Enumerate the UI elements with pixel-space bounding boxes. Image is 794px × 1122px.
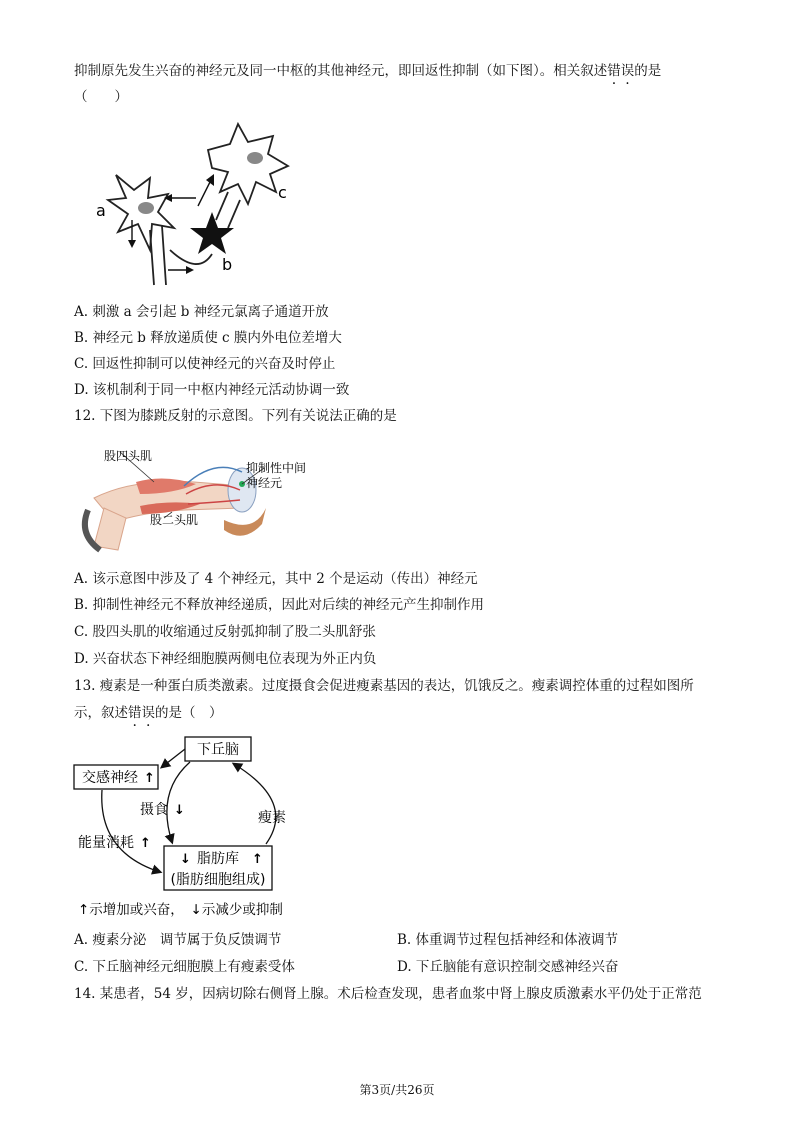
up-arrow-energy: ↑ bbox=[140, 836, 151, 851]
up-arrow-fat: ↑ bbox=[252, 852, 263, 867]
label-b: b bbox=[222, 255, 233, 274]
text-leptin: 瘦素 bbox=[258, 810, 286, 826]
neuron-c bbox=[208, 124, 288, 204]
q13-option-c: C. 下丘脑神经元细胞膜上有瘦素受体 bbox=[74, 959, 295, 975]
q12-stem: 12. 下图为膝跳反射的示意图。下列有关说法正确的是 bbox=[74, 408, 397, 424]
q13-option-b: B. 体重调节过程包括神经和体液调节 bbox=[397, 932, 619, 948]
q11-stem-line2: （ ） bbox=[74, 89, 128, 105]
q11-option-c: C. 回返性抑制可以使神经元的兴奋及时停止 bbox=[74, 356, 336, 372]
q12-option-b: B. 抑制性神经元不释放神经递质，因此对后续的神经元产生抑制作用 bbox=[74, 597, 485, 613]
neuron-c-nucleus bbox=[247, 152, 263, 164]
q13-stem-line2: 示，叙述错误的是（ ） bbox=[74, 705, 223, 721]
neuron-recurrent-inhibition-figure bbox=[88, 120, 308, 290]
text-sympathetic: 交感神经 bbox=[82, 770, 138, 786]
arrow-hypo-to-fat-feeding bbox=[167, 762, 190, 842]
q11-stem-line1: 抑制原先发生兴奋的神经元及同一中枢的其他神经元，即回返性抑制（如下图）。相关叙述错误的是 bbox=[74, 63, 662, 79]
neuron-c-axon bbox=[216, 192, 240, 228]
down-arrow-feeding: ↓ bbox=[174, 803, 185, 818]
q13-option-d: D. 下丘脑能有意识控制交感神经兴奋 bbox=[397, 959, 619, 975]
q13-stem-line1: 13. 瘦素是一种蛋白质类激素。过度摄食会促进瘦素基因的表达，饥饿反之。瘦素调控体重的过程如图所 bbox=[74, 678, 694, 694]
text-fat-cells: (脂肪细胞组成) bbox=[170, 872, 266, 888]
neuron-a-axon bbox=[150, 226, 166, 285]
q12-option-d: D. 兴奋状态下神经细胞膜两侧电位表现为外正内负 bbox=[74, 651, 377, 667]
leptin-regulation-diagram bbox=[72, 732, 312, 922]
knee-jerk-reflex-figure bbox=[74, 438, 314, 554]
arrow-b-to-c-head bbox=[206, 174, 214, 186]
text-hypothalamus: 下丘脑 bbox=[197, 742, 239, 758]
page-footer: 第3页/共26页 bbox=[359, 1083, 435, 1097]
down-arrow-fat: ↓ bbox=[180, 852, 191, 867]
label-quadriceps: 股四头肌 bbox=[104, 449, 153, 463]
label-inhibitory-1: 抑制性中间 bbox=[246, 461, 307, 475]
arrow-down-a-head bbox=[128, 240, 136, 248]
collateral-to-b bbox=[170, 250, 212, 264]
label-a: a bbox=[96, 201, 106, 220]
q14-stem: 14. 某患者，54 岁，因病切除右侧肾上腺。术后检查发现，患者血浆中肾上腺皮质激素水平仍处于正常范 bbox=[74, 986, 702, 1002]
neuron-b-star bbox=[190, 212, 234, 254]
label-biceps: 股二头肌 bbox=[150, 513, 199, 527]
neuron-a-nucleus bbox=[138, 202, 154, 214]
q13-option-a: A. 瘦素分泌 调节属于负反馈调节 bbox=[74, 932, 282, 948]
text-fat-store: 脂肪库 bbox=[197, 851, 239, 867]
text-legend: ↑示增加或兴奋， ↓示减少或抑制 bbox=[78, 902, 283, 918]
arrow-b-to-c bbox=[198, 182, 210, 206]
arrow-hypo-to-sympathetic bbox=[162, 749, 185, 767]
label-c: c bbox=[278, 183, 287, 202]
q12-option-c: C. 股四头肌的收缩通过反射弧抑制了股二头肌舒张 bbox=[74, 624, 376, 640]
arrow-right-bottom-head bbox=[186, 266, 194, 274]
q11-option-a: A. 刺激 a 会引起 b 神经元氯离子通道开放 bbox=[74, 304, 329, 320]
q12-option-a: A. 该示意图中涉及了 4 个神经元，其中 2 个是运动（传出）神经元 bbox=[74, 571, 478, 587]
text-feeding: 摄食 bbox=[140, 802, 168, 818]
label-inhibitory-2: 神经元 bbox=[246, 476, 283, 490]
up-arrow-sympathetic: ↑ bbox=[144, 771, 155, 786]
q11-option-b: B. 神经元 b 释放递质使 c 膜内外电位差增大 bbox=[74, 330, 342, 346]
text-energy: 能量消耗 bbox=[78, 835, 134, 851]
hand-hammer bbox=[224, 508, 266, 536]
arrow-fat-to-hypo-leptin bbox=[234, 764, 276, 844]
q11-option-d: D. 该机制利于同一中枢内神经元活动协调一致 bbox=[74, 382, 350, 398]
